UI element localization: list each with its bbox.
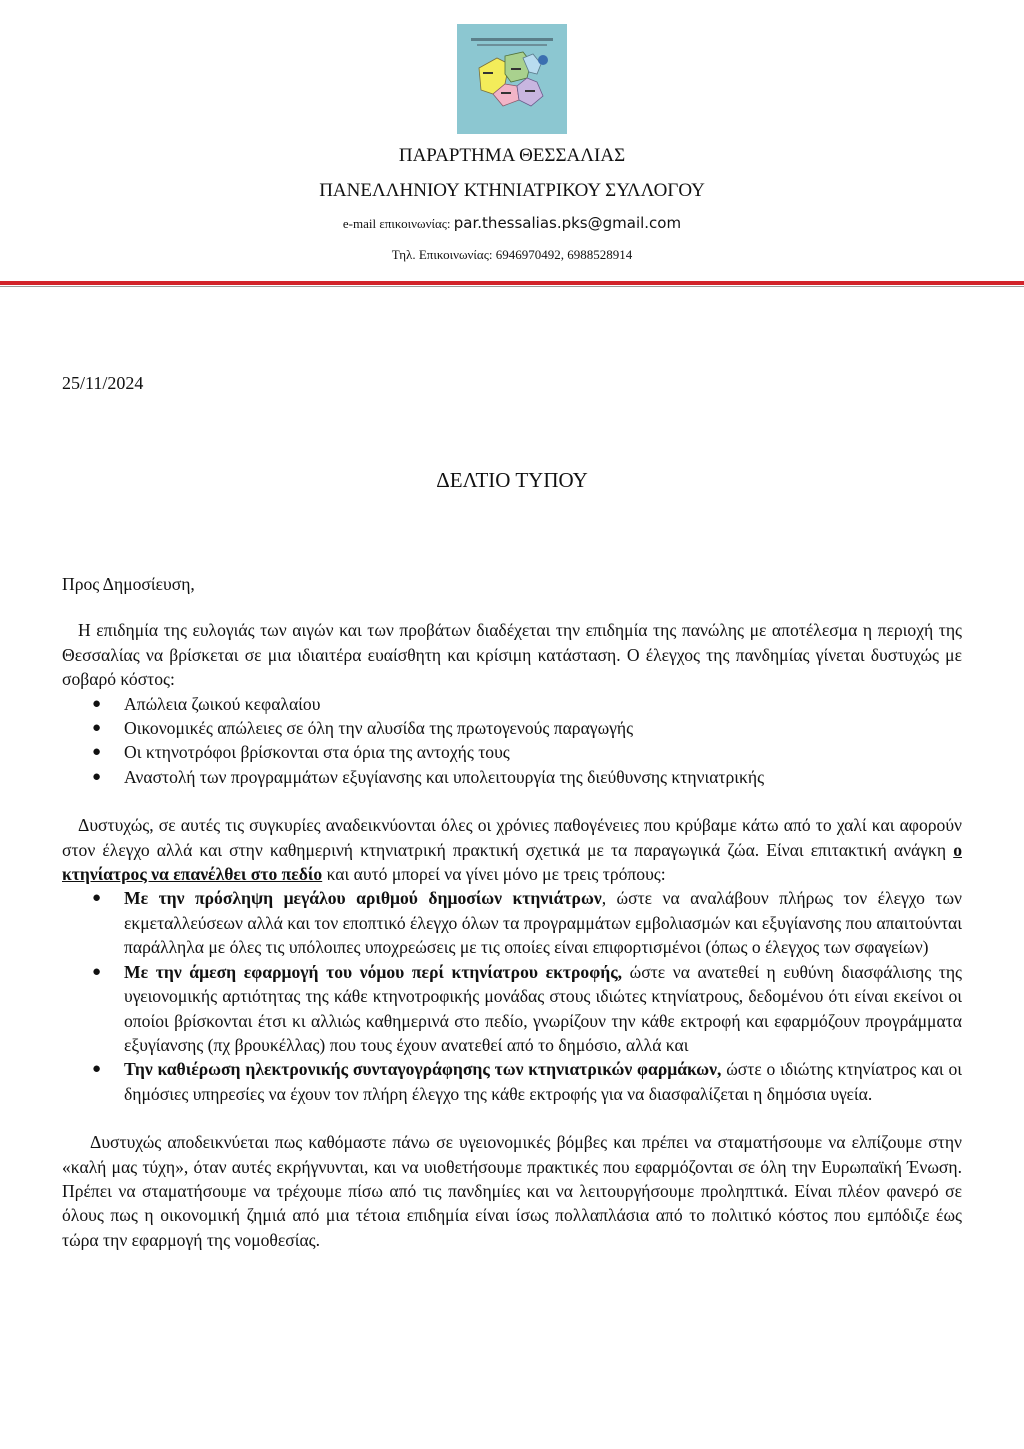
closing-paragraph: Δυστυχώς αποδεικνύεται πως καθόμαστε πάνω σε υγειονομικές βόμβες και πρέπει να σταματήσουμε να ελπίζουμε στην «καλή μας τύχη», όταν αυτές εκρήγνυνται, και να υιοθετήσουμε πρακτικές που εφαρμόζονται σε όλη την Ευρωπαϊκή Ένωση. Πρέπει να σταματήσουμε να τρέχουμε πίσω από τις πανδημίες και να λειτουργήσουμε προληπτικά. Είναι πλέον φανερό σε όλους πως η οικονομική ζημιά από μια τέτοια επιδημία είναι ίσως πολλαπλάσια από το πολιτικό κόστος που εμπόδιζε έως τώρα την εφαρμογή της νομοθεσίας. — [62, 1132, 962, 1250]
thessaly-map-logo — [457, 24, 567, 134]
union-name: ΠΑΝΕΛΛΗΝΙΟΥ ΚΤΗΝΙΑΤΡΙΚΟΥ ΣΥΛΛΟΓΟΥ — [319, 180, 705, 201]
measure-text: ώστε να ανατεθεί η ευθύνη διασφάλισης της υγειονομικής αρτιότητας της κάθε κτηνοτροφικής μονάδας στους ιδιώτες κτηνίατρους, δεδομένου ότι είναι εκείνοι οι οποίοι βρίσκονται έτσι κι αλλιώς καθημερινά στο πεδίο, γνωρίζουν την κάθε εκτροφή και εφαρμόζουν προγράμματα εξυγίανσης (πχ βρουκέλλας) που τους έχουν ανατεθεί από το δημόσιο, αλλά και — [124, 961, 963, 1055]
list-item — [62, 886, 962, 959]
branch-name: ΠΑΡΑΡΤΗΜΑ ΘΕΣΣΑΛΙΑΣ — [398, 145, 626, 166]
bullet-icon: ● — [92, 720, 102, 737]
cost-list — [62, 692, 962, 790]
measure-title: Την καθιέρωση ηλεκτρονικής συνταγογράφησης των κτηνιατρικών φαρμάκων, — [124, 1059, 722, 1080]
contact-email — [0, 214, 1024, 232]
press-release-body — [62, 572, 962, 1252]
measures-list — [62, 886, 962, 1106]
bullet-icon: ● — [92, 963, 102, 980]
email-label: e-mail επικοινωνίας: — [342, 216, 451, 231]
list-item — [62, 1057, 962, 1106]
list-item — [62, 740, 962, 764]
measure-text: , ώστε να αναλάβουν πλήρως τον έλεγχο των εκμεταλλεύσεων αλλά και τον εποπτικό έλεγχο όλων τα προγραμμάτων εμβολιασμών και εξυγίανσης που απαιτούνται παράλληλα με όλες τις υπόλοιπες υποχρεώσεις με τις οποίες είναι επιφορτισμένοι (όπως ο έλεγχος των σφαγείων) — [124, 888, 962, 958]
list-item-text: Απώλεια ζωικού κεφαλαίου — [124, 693, 321, 714]
document-title: ΔΕΛΤΙΟ ΤΥΠΟΥ — [436, 468, 588, 492]
list-item-text: Οι κτηνοτρόφοι βρίσκονται στα όρια της αντοχής τους — [124, 742, 510, 763]
needs-paragraph-emphasis: ο κτηνίατρος να επανέλθει στο πεδίο — [62, 839, 962, 885]
bullet-icon: ● — [92, 768, 102, 785]
list-item — [62, 960, 962, 1058]
list-item — [62, 692, 962, 716]
needs-paragraph-start: Δυστυχώς, σε αυτές τις συγκυρίες αναδεικνύονται όλες οι χρόνιες παθογένειες που κρύβαμε κάτω από το χαλί και αφορούν στον έλεγχο αλλά και στην καθημερινή κτηνιατρική πρακτική σχετικά με τα παραγωγικά ζώα. Είναι επιτακτική ανάγκη — [62, 815, 962, 860]
needs-paragraph — [62, 813, 962, 886]
intro-paragraph: Η επιδημία της ευλογιάς των αιγών και των προβάτων διαδέχεται την επιδημία της πανώλης με αποτέλεσμα η περιοχή της Θεσσαλίας να βρίσκεται σε μια ιδιαιτέρα ευαίσθητη και κρίσιμη κατάσταση. Ο έλεγχος της πανδημίας γίνεται δυστυχώς με σοβαρό κόστος: — [62, 620, 962, 690]
measure-text: ώστε ο ιδιώτης κτηνίατρος και οι δημόσιες υπηρεσίες να έχουν τον πλήρη έλεγχο της κάθε εκτροφής για να διασφαλίζεται η δημόσια υγεία. — [124, 1059, 962, 1104]
thessaly-map-icon — [457, 24, 567, 134]
paragraph-gap — [62, 789, 962, 813]
header-divider-shadow — [0, 286, 1024, 287]
measure-title: Με την άμεση εφαρμογή του νόμου περί κτηνίατρου εκτροφής, — [124, 961, 623, 982]
email-address[interactable]: par.thessalias.pks@gmail.com — [453, 214, 682, 232]
measure-title: Με την πρόσληψη μεγάλου αριθμού δημοσίων κτηνιάτρων — [124, 888, 602, 909]
document-date: 25/11/2024 — [62, 373, 144, 393]
bullet-icon: ● — [92, 890, 102, 907]
bullet-icon: ● — [92, 744, 102, 761]
list-item-text: Αναστολή των προγραμμάτων εξυγίανσης και υπολειτουργία της διεύθυνσης κτηνιατρικής — [124, 766, 765, 787]
list-item-text: Οικονομικές απώλειες σε όλη την αλυσίδα της πρωτογενούς παραγωγής — [124, 718, 634, 739]
paragraph-gap — [62, 1106, 962, 1130]
bullet-icon: ● — [92, 695, 102, 712]
header-divider — [0, 281, 1024, 285]
list-item — [62, 716, 962, 740]
contact-phone: Τηλ. Επικοινωνίας: 6946970492, 6988528914 — [391, 247, 633, 262]
bullet-icon: ● — [92, 1061, 102, 1078]
needs-paragraph-end: και αυτό μπορεί να γίνει μόνο με τρεις τρόπους: — [322, 864, 666, 885]
salutation: Προς Δημοσίευση, — [62, 574, 195, 594]
list-item — [62, 765, 962, 789]
